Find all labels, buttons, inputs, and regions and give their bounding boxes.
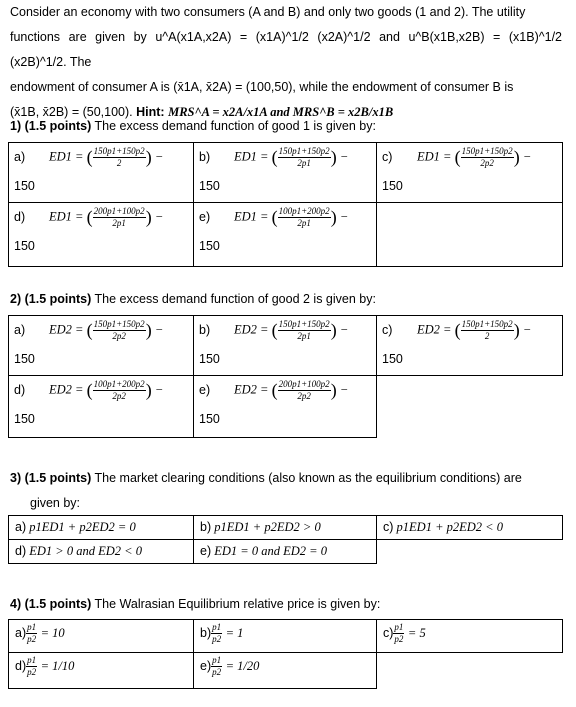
intro-line-2: functions are given by u^A(x1A,x2A) = (x1A)^1/2 (x2A)^1/2 and u^B(x1B,x2B) = (x1B)^1/2 (x2B)^1/2. The bbox=[10, 30, 562, 69]
hint-label: Hint: bbox=[136, 105, 165, 119]
option-label: a) bbox=[14, 150, 26, 164]
option-value: 150 bbox=[14, 179, 35, 193]
q1-options-table bbox=[8, 142, 563, 267]
q3-text: The market clearing conditions (also known as the equilibrium conditions) are bbox=[94, 471, 522, 485]
q2-option-b[interactable]: b) ED2 = ( $\frac{150p1+150p2}{2p1}$ ) − 150 bbox=[194, 316, 377, 376]
hint-text: MRS^A = x2A/x1A and MRS^B = x2B/x1B bbox=[168, 105, 394, 119]
intro-line-1: Consider an economy with two consumers (A and B) and only two goods (1 and 2). The utility bbox=[10, 5, 526, 19]
q4-option-a[interactable]: a) $\frac{p1}{p2}$ = 10 bbox=[9, 620, 194, 653]
intro-line-3: endowment of consumer A is (x̄1A, x̄2A) = (100,50), while the endowment of consumer B is bbox=[10, 80, 514, 94]
q1-points: (1.5 points) bbox=[24, 119, 92, 133]
q3-points: (1.5 points) bbox=[24, 471, 92, 485]
q3-text-2: given by: bbox=[30, 496, 81, 510]
q4-number: 4) bbox=[10, 597, 22, 611]
problem-intro bbox=[10, 0, 562, 125]
q4-options-table bbox=[8, 619, 563, 689]
q2-points: (1.5 points) bbox=[24, 292, 92, 306]
q1-option-e[interactable]: e) ED1 = ( $\frac{100p1+200p2}{2p1}$ ) − 150 bbox=[194, 203, 377, 267]
q2-option-d[interactable]: d) ED2 = ( $\frac{100p1+200p2}{2p2}$ ) − 150 bbox=[9, 376, 194, 438]
q1-empty-cell bbox=[377, 203, 563, 267]
q2-option-c[interactable]: c) ED2 = ( $\frac{150p1+150p2}{2}$ ) − 150 bbox=[377, 316, 563, 376]
intro-endowment-b: (x̄1B, x̄2B) = (50,100). bbox=[10, 105, 133, 119]
q3-option-e[interactable]: e) ED1 = 0 and ED2 = 0 bbox=[194, 540, 377, 564]
q2-option-e[interactable]: e) ED2 = ( $\frac{200p1+100p2}{2p2}$ ) − 150 bbox=[194, 376, 377, 438]
q2-text: The excess demand function of good 2 is given by: bbox=[94, 292, 376, 306]
q1-option-d[interactable]: d) ED1 = ( $\frac{200p1+100p2}{2p1}$ ) − 150 bbox=[9, 203, 194, 267]
q3-option-a[interactable]: a) p1ED1 + p2ED2 = 0 bbox=[9, 516, 194, 540]
q1-number: 1) bbox=[10, 119, 22, 133]
q4-option-c[interactable]: c) $\frac{p1}{p2}$ = 5 bbox=[377, 620, 563, 653]
question-1 bbox=[10, 119, 376, 133]
q1-option-a[interactable]: a) ED1 = ( $\frac{150p1+150p2}{2}$ ) − 150 bbox=[9, 143, 194, 203]
q4-empty-cell bbox=[377, 653, 563, 689]
q4-option-e[interactable]: e) $\frac{p1}{p2}$ = 1/20 bbox=[194, 653, 377, 689]
q3-number: 3) bbox=[10, 471, 22, 485]
q4-points: (1.5 points) bbox=[24, 597, 92, 611]
q3-option-b[interactable]: b) p1ED1 + p2ED2 > 0 bbox=[194, 516, 377, 540]
q4-text: The Walrasian Equilibrium relative price is given by: bbox=[94, 597, 381, 611]
q1-option-b[interactable]: b) ED1 = ( $\frac{150p1+150p2}{2p1}$ ) − 150 bbox=[194, 143, 377, 203]
question-4 bbox=[10, 597, 380, 611]
q1-text: The excess demand function of good 1 is given by: bbox=[94, 119, 376, 133]
q3-option-d[interactable]: d) ED1 > 0 and ED2 < 0 bbox=[9, 540, 194, 564]
q3-empty-cell bbox=[377, 540, 563, 564]
question-2 bbox=[10, 292, 376, 306]
q2-options-table bbox=[8, 315, 563, 438]
q3-options-table bbox=[8, 515, 563, 564]
q4-option-b[interactable]: b) $\frac{p1}{p2}$ = 1 bbox=[194, 620, 377, 653]
q2-number: 2) bbox=[10, 292, 22, 306]
q3-option-c[interactable]: c) p1ED1 + p2ED2 < 0 bbox=[377, 516, 563, 540]
q2-option-a[interactable]: a) ED2 = ( $\frac{150p1+150p2}{2p2}$ ) − 150 bbox=[9, 316, 194, 376]
q1-option-c[interactable]: c) ED1 = ( $\frac{150p1+150p2}{2p2}$ ) − 150 bbox=[377, 143, 563, 203]
question-3 bbox=[10, 466, 562, 516]
q2-empty-cell bbox=[377, 376, 563, 438]
q4-option-d[interactable]: d) $\frac{p1}{p2}$ = 1/10 bbox=[9, 653, 194, 689]
